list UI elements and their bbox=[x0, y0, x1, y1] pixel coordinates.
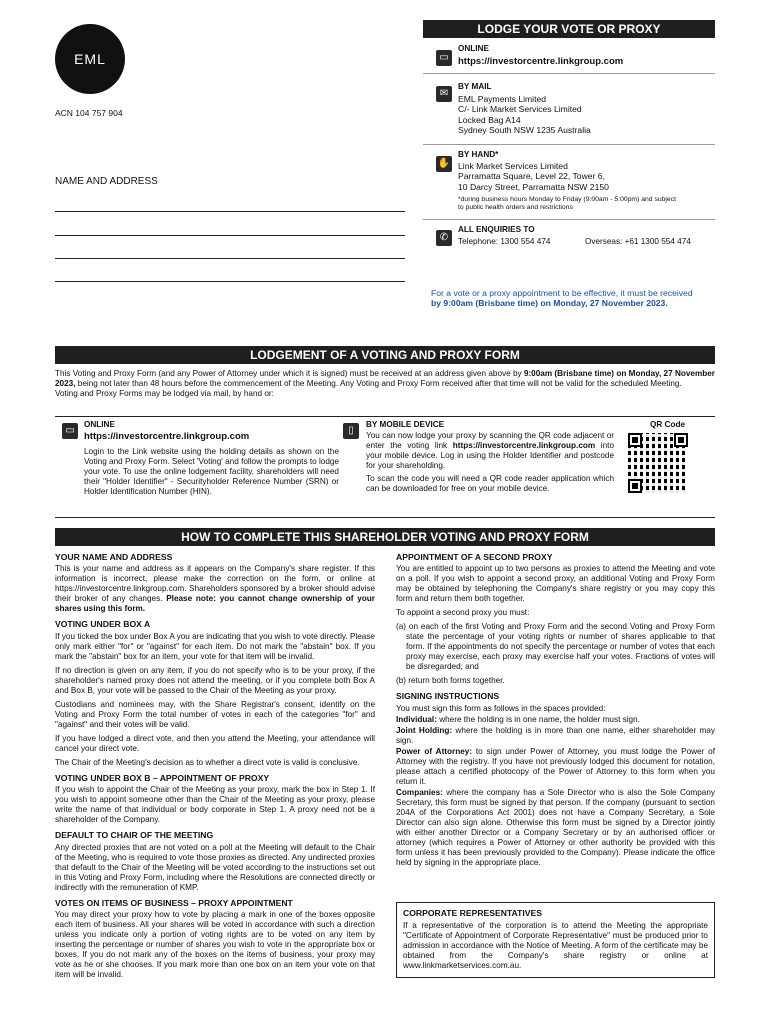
howto-title: HOW TO COMPLETE THIS SHAREHOLDER VOTING AND PROXY FORM bbox=[181, 530, 589, 544]
mobile-text-2: To scan the code you will need a QR code reader application which can be downloaded for free on your mobile device. bbox=[366, 474, 614, 493]
howto-left-column bbox=[55, 550, 375, 984]
yna-note: Please note: you cannot change ownership of your shares using this form. bbox=[55, 594, 375, 614]
acn-number: ACN 104 757 904 bbox=[55, 108, 123, 118]
signing-joint-label: Joint Holding: bbox=[396, 725, 453, 735]
online-option-url[interactable]: https://investorcentre.linkgroup.com bbox=[84, 431, 250, 442]
hand-note-line: to public health orders and restrictions bbox=[458, 204, 573, 212]
mobile-text-1b[interactable]: https://investorcentre.linkgroup.com bbox=[452, 441, 596, 450]
divider bbox=[423, 219, 715, 220]
signing-heading: SIGNING INSTRUCTIONS bbox=[396, 691, 500, 702]
online-option-label: ONLINE bbox=[84, 420, 115, 429]
voting-box-a-p5: The Chair of the Meeting's decision as to whether a direct vote is valid is conclusive. bbox=[55, 757, 360, 767]
qr-code[interactable] bbox=[628, 433, 688, 493]
deadline-line-1: For a vote or a proxy appointment to be effective, it must be received bbox=[431, 288, 693, 298]
address-line-4[interactable] bbox=[55, 281, 405, 282]
signing-companies-text: where the company has a Sole Director who is also the Sole Company Secretary, this form must be signed by that person. If the company (pursuant to section 204A of the Corporations Act 2001) does not have a Company Secretary, a Sole Director can also sign alone. Otherwise this form must be signed by a Director jointly with either another Director or a Company Secretary or by an authorised officer or attorney (which requires a Power of Attorney or other authority be provided with this form unless it has been previously provided to the Company). Please indicate the office held by signing in the appropriate place. bbox=[396, 787, 715, 867]
lodgement-title-bar bbox=[55, 346, 715, 364]
votes-items-heading: VOTES ON ITEMS OF BUSINESS – PROXY APPOINTMENT bbox=[55, 897, 293, 908]
mail-line: EML Payments Limited bbox=[458, 94, 547, 104]
voting-box-a-p4: If you have lodged a direct vote, and then you attend the Meeting, your attendance will cancel your direct vote. bbox=[55, 733, 375, 753]
yna-text: This is your name and address as it appears on the Company's share register. If this information is incorrect, please make the correction on the form, or online at https://investorcentre.linkgroup.com. Shareholders sponsored by a broker should advise their broker of any changes. bbox=[55, 564, 375, 604]
hand-address bbox=[458, 161, 609, 192]
your-name-address-heading: YOUR NAME AND ADDRESS bbox=[55, 552, 173, 562]
mail-address bbox=[458, 94, 591, 136]
second-proxy-b: (b) return both forms together. bbox=[396, 676, 505, 686]
mobile-icon: ▯ bbox=[343, 423, 359, 439]
signing-intro: You must sign this form as follows in the spaces provided: bbox=[396, 703, 606, 713]
voting-box-a-p2: If no direction is given on any item, if you do not specify who is to be your proxy, if the shareholder's named proxy does not attend the meeting, or if you complete both Box A and Box B, your vote will be passed to the Chair of the Meeting as your proxy. bbox=[55, 665, 375, 695]
signing-individual-label: Individual: bbox=[396, 714, 437, 724]
address-line-3[interactable] bbox=[55, 258, 405, 259]
divider bbox=[423, 73, 715, 74]
second-proxy-p2: To appoint a second proxy you must: bbox=[396, 608, 530, 618]
lodgement-p2: Voting and Proxy Forms may be lodged via mail, by hand or: bbox=[55, 389, 274, 398]
signing-poa bbox=[396, 747, 715, 787]
second-proxy-a: (a) on each of the first Voting and Proxy Form and the second Voting and Proxy Form state the percentage of your voting rights or number of shares applicable to that form. If the appointments do not specify the percentage or number of votes that each proxy may exercise, each proxy may exercise half your votes. Fractions of votes will be disregarded; and bbox=[396, 622, 715, 672]
second-proxy-p1: You are entitled to appoint up to two persons as proxies to attend the Meeting and vote on a poll. If you wish to appoint a second proxy, an additional Voting and Proxy Form may be obtained by telephoning the Company's share registry or you may copy this form and return them both together. bbox=[396, 564, 715, 604]
corporate-representatives-box bbox=[396, 902, 715, 978]
computer-icon: ▭ bbox=[62, 423, 78, 439]
voting-box-b-text: If you wish to appoint the Chair of the Meeting as your proxy, mark the box in Step 1. If you wish to appoint someone other than the Chair of the Meeting as your proxy, please write the name of that individual or body corporate in Step 1. A proxy need not be a shareholder of the Company. bbox=[55, 785, 375, 825]
lodgement-title: LODGEMENT OF A VOTING AND PROXY FORM bbox=[250, 348, 520, 362]
enquiries-overseas: Overseas: +61 1300 554 474 bbox=[585, 237, 691, 246]
default-chair-text: Any directed proxies that are not voted on a poll at the Meeting will default to the Chair of the Meeting, who is required to vote those proxies as directed. Any undirected proxies that default to the Chair of the Meeting will be voted according to the instructions set out in this Voting and Proxy Form, including where the Resolutions are connected directly or indirectly with the remuneration of KMP. bbox=[55, 842, 375, 892]
hand-line: Parramatta Square, Level 22, Tower 6, bbox=[458, 171, 605, 182]
mail-icon: ✉ bbox=[436, 86, 452, 102]
signing-companies bbox=[396, 788, 715, 868]
phone-icon: ✆ bbox=[436, 230, 452, 246]
hand-note bbox=[458, 196, 676, 213]
howto-title-bar bbox=[55, 528, 715, 546]
lodgement-p1a: This Voting and Proxy Form (and any Power of Attorney under which it is signed) must be received at an address given above by bbox=[55, 369, 524, 378]
online-option-text: Login to the Link website using the holding details as shown on the Voting and Proxy Form. Select 'Voting' and follow the prompts to lodge your vote. To use the online lodgement facility, shareholders will need their "Holder Identifier" - Securityholder Reference Number (SRN) or Holder Identification Number (HIN). bbox=[84, 447, 339, 496]
signing-joint bbox=[396, 726, 715, 746]
eml-logo bbox=[55, 24, 125, 94]
mobile-text-1a: You can now lodge your proxy by scanning the QR code adjacent or enter the voting link bbox=[366, 431, 614, 450]
signing-joint-text: where the holding is in more than one name, either shareholder may sign. bbox=[396, 725, 715, 745]
default-chair-heading: DEFAULT TO CHAIR OF THE MEETING bbox=[55, 830, 214, 841]
address-line-2[interactable] bbox=[55, 235, 405, 236]
hand-line: Link Market Services Limited bbox=[458, 161, 568, 171]
mail-label: BY MAIL bbox=[458, 82, 492, 91]
second-proxy-heading: APPOINTMENT OF A SECOND PROXY bbox=[396, 552, 553, 562]
mobile-option-label: BY MOBILE DEVICE bbox=[366, 420, 445, 429]
name-address-label: NAME AND ADDRESS bbox=[55, 176, 158, 187]
signing-individual-text: where the holding is in one name, the holder must sign. bbox=[436, 714, 640, 724]
lodgement-intro bbox=[55, 369, 715, 399]
lodge-title: LODGE YOUR VOTE OR PROXY bbox=[477, 22, 661, 36]
voting-box-a-p1: If you ticked the box under Box A you are indicating that you wish to vote directly. Please only mark either "for" or "against" for each item. Do not mark the "abstain" box. If you mark the "abstain" box for an item, your vote for that item will be invalid. bbox=[55, 631, 375, 661]
hand-label: BY HAND* bbox=[458, 150, 499, 159]
hand-icon: ✋ bbox=[436, 156, 452, 172]
lodgement-p1c: being not later than 48 hours before the commencement of the Meeting. Any Voting and Proxy Form received after that time will not be valid for the scheduled Meeting. bbox=[75, 379, 682, 388]
address-line-1[interactable] bbox=[55, 211, 405, 212]
mail-line: Sydney South NSW 1235 Australia bbox=[458, 125, 591, 136]
votes-items-text: You may direct your proxy how to vote by placing a mark in one of the boxes opposite each item of business. All your shares will be voted in accordance with such a direction unless you indicate only a portion of voting rights are to be voted on any item by inserting the percentage or number of shares you wish to vote in the appropriate box or boxes. If you do not mark any of the boxes on the items of business, your proxy may vote as he or she chooses. If you mark more than one box on an item your vote on that item will be invalid. bbox=[55, 910, 375, 980]
signing-companies-label: Companies: bbox=[396, 787, 443, 797]
your-name-address-text bbox=[55, 564, 375, 614]
corporate-text: If a representative of the corporation is to attend the Meeting the appropriate "Certificate of Appointment of Corporate Representative" must be produced prior to admission in accordance with the Notice of Meeting. A form of the certificate may be obtained from the Company's share registry or online at www.linkmarketservices.com.au. bbox=[403, 921, 708, 971]
signing-individual bbox=[396, 715, 715, 725]
mobile-option-text bbox=[366, 431, 614, 494]
hand-line: 10 Darcy Street, Parramatta NSW 2150 bbox=[458, 181, 609, 192]
hand-note-line: *during business hours Monday to Friday (9:00am - 5:00pm) and subject bbox=[458, 196, 676, 203]
computer-icon: ▭ bbox=[436, 50, 452, 66]
voting-box-b-heading: VOTING UNDER BOX B – APPOINTMENT OF PROXY bbox=[55, 772, 270, 783]
mail-line: C/- Link Market Services Limited bbox=[458, 104, 582, 115]
mobile-text-1c: into your mobile device. Log in using the Holder Identifier and postcode for your shareholding. bbox=[366, 441, 615, 470]
qr-label: QR Code bbox=[650, 420, 686, 429]
signing-poa-text: to sign under Power of Attorney, you must lodge the Power of Attorney with the registry. If you have not previously lodged this document for notation, please attach a certified photocopy of the Power of Attorney to this form when you return it. bbox=[396, 746, 715, 786]
deadline-line-2: by 9:00am (Brisbane time) on Monday, 27 November 2023. bbox=[431, 298, 668, 309]
lodgement-p1b: 9:00am (Brisbane time) on Monday, 27 November 2023, bbox=[55, 369, 715, 388]
divider bbox=[423, 144, 715, 145]
online-url[interactable]: https://investorcentre.linkgroup.com bbox=[458, 56, 624, 67]
howto-right-column bbox=[396, 550, 715, 872]
signing-poa-label: Power of Attorney: bbox=[396, 746, 473, 756]
voting-box-a-p3: Custodians and nominees may, with the Share Registrar's consent, identify on the Voting and Proxy Form the total number of votes in each of the categories "for" and "against" and their votes will be valid. bbox=[55, 699, 375, 729]
enquiries-label: ALL ENQUIRIES TO bbox=[458, 225, 535, 234]
enquiries-phone: Telephone: 1300 554 474 bbox=[458, 237, 551, 246]
lodge-title-bar bbox=[423, 20, 715, 38]
online-label: ONLINE bbox=[458, 44, 489, 53]
voting-box-a-heading: VOTING UNDER BOX A bbox=[55, 619, 151, 630]
corporate-heading: CORPORATE REPRESENTATIVES bbox=[403, 908, 542, 918]
mail-line: Locked Bag A14 bbox=[458, 114, 521, 125]
deadline-note bbox=[431, 288, 693, 309]
logo-text: EML bbox=[74, 51, 106, 67]
